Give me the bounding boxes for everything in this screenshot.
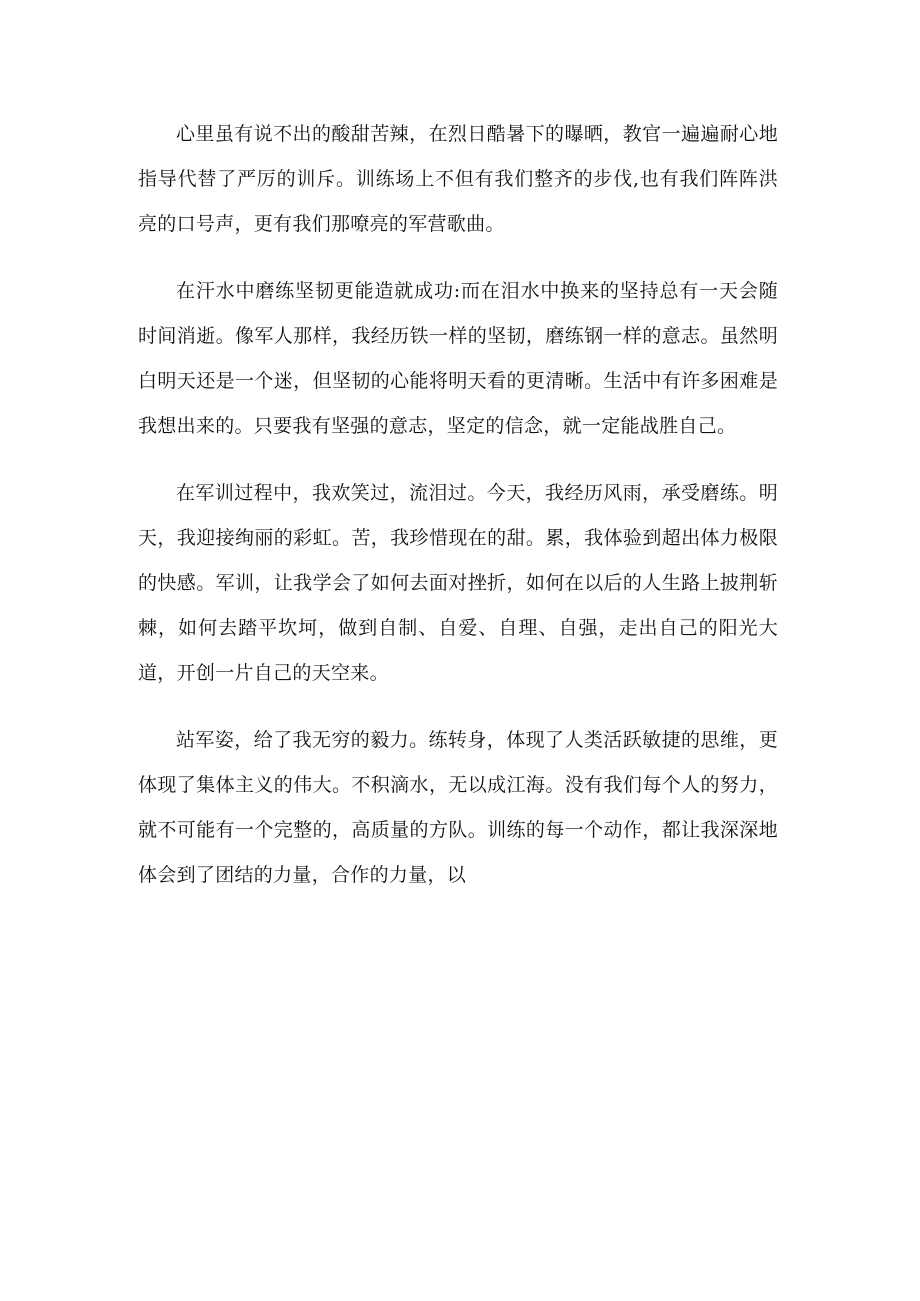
paragraph-2: 在汗水中磨练坚韧更能造就成功:而在泪水中换来的坚持总有一天会随时间消逝。像军人那样，我经历铁一样的坚韧，磨练钢一样的意志。虽然明白明天还是一个迷，但坚韧的心能将明天看的更清晰。生活中有许多困难是我想出来的。只要我有坚强的意志，坚定的信念，就一定能战胜自己。 bbox=[138, 280, 778, 437]
document-body bbox=[138, 112, 778, 920]
paragraph-3: 在军训过程中，我欢笑过，流泪过。今天，我经历风雨，承受磨练。明天，我迎接绚丽的彩虹。苦，我珍惜现在的甜。累，我体验到超出体力极限的快感。军训，让我学会了如何去面对挫折，如何在以后的人生路上披荆斩棘，如何去踏平坎坷，做到自制、自爱、自理、自强，走出自己的阳光大道，开创一片自己的天空来。 bbox=[138, 482, 778, 684]
paragraph-4: 站军姿，给了我无穷的毅力。练转身，体现了人类活跃敏捷的思维，更体现了集体主义的伟大。不积滴水，无以成江海。没有我们每个人的努力，就不可能有一个完整的，高质量的方队。训练的每一个动作，都让我深深地体会到了团结的力量，合作的力量，以 bbox=[138, 729, 778, 886]
paragraph-1: 心里虽有说不出的酸甜苦辣，在烈日酷暑下的曝晒，教官一遍遍耐心地指导代替了严厉的训斥。训练场上不但有我们整齐的步伐,也有我们阵阵洪亮的口号声，更有我们那嘹亮的军营歌曲。 bbox=[138, 123, 778, 235]
